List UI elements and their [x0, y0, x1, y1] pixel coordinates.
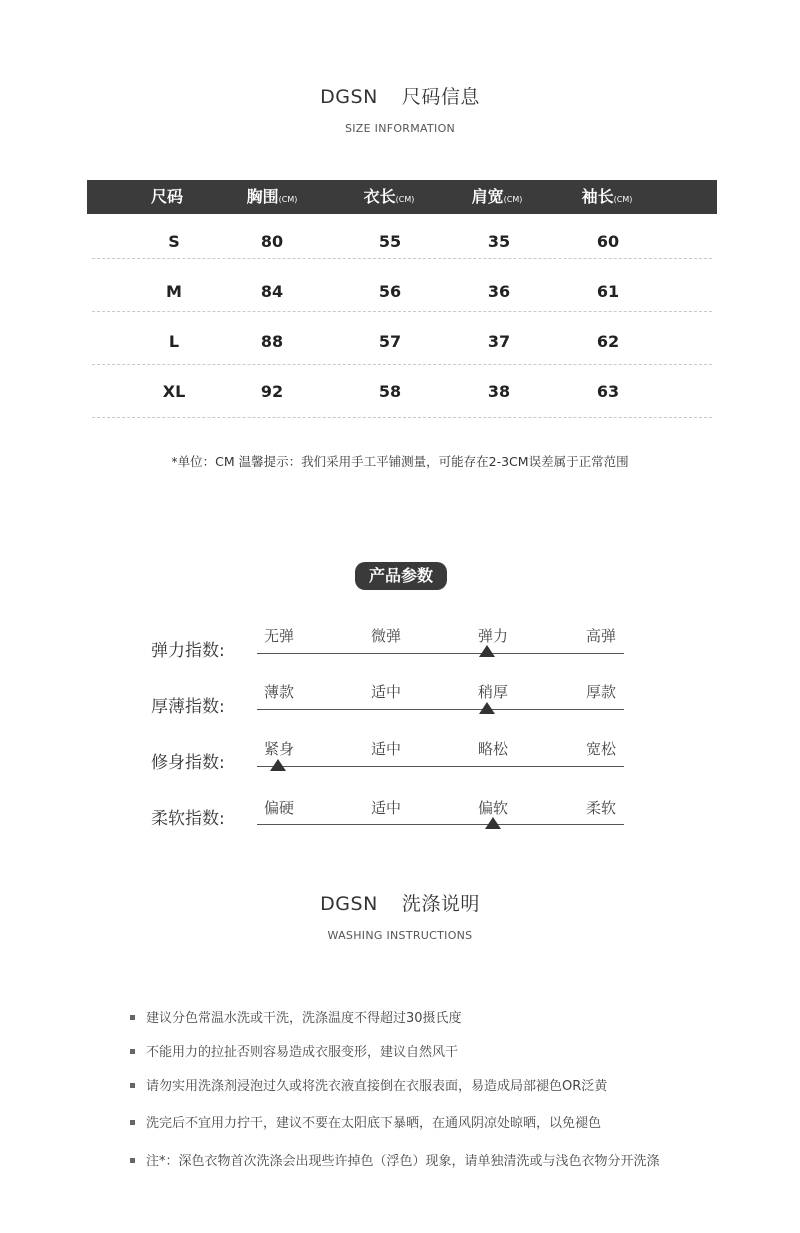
indicator-triangle-icon: [270, 759, 286, 771]
list-item: 建议分色常温水洗或干洗，洗涤温度不得超过30摄氏度: [130, 1007, 462, 1026]
param-option: 紧身: [263, 740, 294, 758]
table-cell: 92: [260, 382, 284, 401]
param-option: 高弹: [585, 627, 616, 645]
param-option: 薄款: [263, 683, 294, 701]
table-cell: XL: [162, 382, 186, 401]
param-option: 偏软: [477, 799, 508, 817]
table-cell: 37: [487, 332, 511, 351]
list-item: 洗完后不宜用力拧干，建议不要在太阳底下暴晒，在通风阴凉处晾晒，以免褪色: [130, 1112, 601, 1131]
bullet-icon: [130, 1083, 135, 1088]
col-length-header: 衣长(CM): [363, 187, 415, 206]
bullet-icon: [130, 1158, 135, 1163]
size-subtitle: SIZE INFORMATION: [344, 122, 456, 135]
param-option: 适中: [370, 683, 401, 701]
table-cell: 55: [378, 232, 402, 251]
param-option: 略松: [477, 740, 508, 758]
size-title: 尺码信息: [401, 86, 480, 108]
param-option: 稍厚: [477, 683, 508, 701]
param-option: 厚款: [585, 683, 616, 701]
table-cell: 57: [378, 332, 402, 351]
size-section-title: [0, 82, 800, 109]
table-cell: S: [168, 232, 180, 251]
table-cell: 63: [596, 382, 620, 401]
param-label: 修身指数:: [151, 753, 225, 773]
table-cell: 84: [260, 282, 284, 301]
param-scale-line: [257, 766, 624, 767]
param-scale-line: [257, 709, 624, 710]
indicator-triangle-icon: [485, 817, 501, 829]
list-item: 不能用力的拉扯否则容易造成衣服变形，建议自然风干: [130, 1041, 458, 1060]
table-cell: 56: [378, 282, 402, 301]
param-option: 柔软: [585, 799, 616, 817]
wash-section-title: [0, 889, 800, 916]
bullet-icon: [130, 1049, 135, 1054]
col-shoulder-header: 肩宽(CM): [471, 187, 523, 206]
table-cell: 35: [487, 232, 511, 251]
param-option: 无弹: [263, 627, 294, 645]
table-cell: 80: [260, 232, 284, 251]
bullet-icon: [130, 1015, 135, 1020]
indicator-triangle-icon: [479, 645, 495, 657]
wash-subtitle: WASHING INSTRUCTIONS: [327, 929, 473, 942]
col-chest-header: 胸围(CM): [246, 187, 298, 206]
size-table-header: [87, 180, 717, 214]
table-cell: 58: [378, 382, 402, 401]
measurement-note: *单位：CM 温馨提示：我们采用手工平铺测量，可能存在2-3CM误差属于正常范围: [171, 454, 629, 469]
brand-name: DGSN: [320, 893, 378, 915]
table-cell: 60: [596, 232, 620, 251]
param-option: 偏硬: [263, 799, 294, 817]
row-divider: [92, 311, 712, 312]
row-divider: [92, 258, 712, 259]
param-label: 弹力指数:: [151, 641, 225, 661]
table-cell: 61: [596, 282, 620, 301]
param-option: 弹力: [477, 627, 508, 645]
bullet-icon: [130, 1120, 135, 1125]
row-divider: [92, 417, 712, 418]
table-cell: 38: [487, 382, 511, 401]
col-size-header: 尺码: [150, 187, 183, 206]
param-option: 宽松: [585, 740, 616, 758]
params-badge: 产品参数: [355, 562, 447, 590]
list-item: 注*：深色衣物首次洗涤会出现些许掉色（浮色）现象，请单独清洗或与浅色衣物分开洗涤: [130, 1150, 660, 1169]
param-label: 厚薄指数:: [151, 697, 225, 717]
param-label: 柔软指数:: [151, 809, 225, 829]
table-cell: 36: [487, 282, 511, 301]
col-sleeve-header: 袖长(CM): [581, 187, 633, 206]
table-cell: 62: [596, 332, 620, 351]
row-divider: [92, 364, 712, 365]
table-cell: 88: [260, 332, 284, 351]
indicator-triangle-icon: [479, 702, 495, 714]
param-option: 微弹: [370, 627, 401, 645]
table-cell: L: [168, 332, 180, 351]
param-scale-line: [257, 824, 624, 825]
param-option: 适中: [370, 740, 401, 758]
table-cell: M: [166, 282, 182, 301]
list-item: 请勿实用洗涤剂浸泡过久或将洗衣液直接倒在衣服表面，易造成局部褪色OR泛黄: [130, 1075, 607, 1094]
brand-name: DGSN: [320, 86, 378, 108]
param-option: 适中: [370, 799, 401, 817]
wash-title: 洗涤说明: [401, 893, 480, 915]
param-scale-line: [257, 653, 624, 654]
